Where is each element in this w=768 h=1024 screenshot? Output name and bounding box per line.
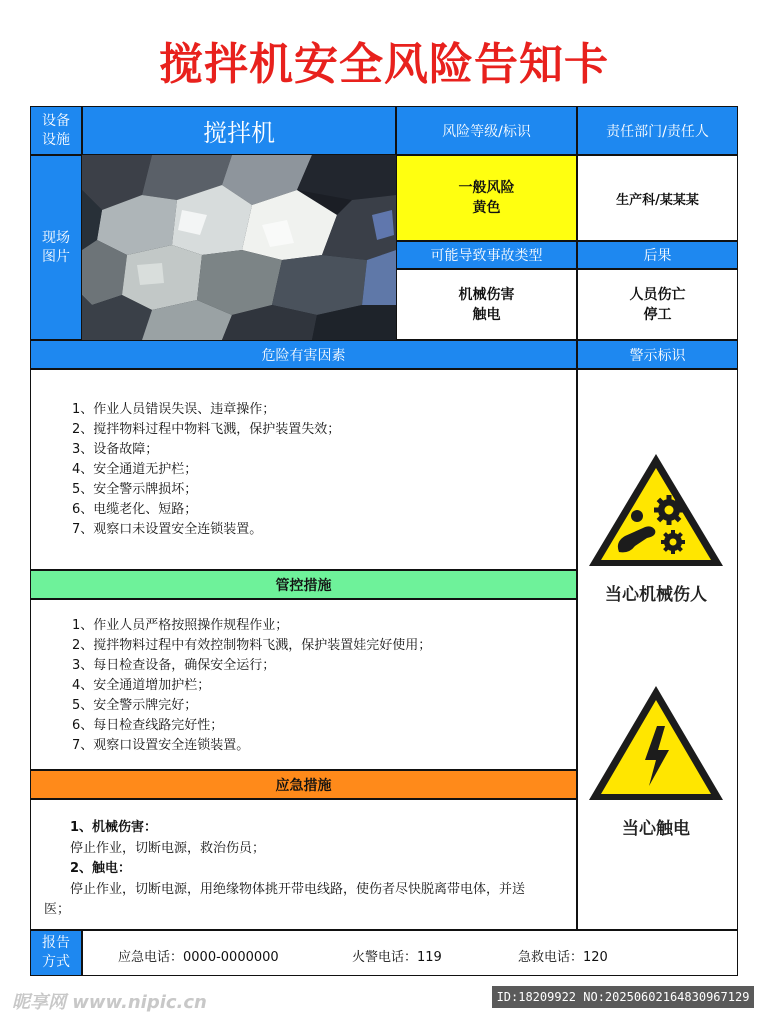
hazard-item: 1、作业人员错误失误、违章操作； — [72, 402, 276, 417]
risk-level-cell — [396, 155, 577, 241]
equipment-label — [30, 106, 82, 155]
emergency-list — [44, 818, 525, 921]
hazard-item: 7、观察口未设置安全连锁装置。 — [72, 522, 263, 537]
mechanical-injury-sign-label: 当心机械伤人 — [605, 585, 707, 605]
hazard-item: 5、安全警示牌损坏； — [72, 482, 198, 497]
accident-type-item: 触电 — [472, 306, 501, 323]
risk-level-text: 一般风险 — [458, 180, 515, 196]
site-photo-image — [82, 155, 396, 340]
site-photo-label-line1: 现场 — [42, 229, 70, 246]
emergency-phone: 应急电话：0000-0000000 — [118, 950, 279, 965]
electric-shock-sign-label: 当心触电 — [622, 819, 690, 839]
hazard-item: 6、电缆老化、短路； — [72, 502, 198, 517]
hazards-header-text: 危险有害因素 — [261, 347, 346, 364]
control-item: 3、每日检查设备，确保安全运行； — [72, 658, 276, 673]
accident-type-item: 机械伤害 — [458, 286, 515, 303]
emergency-header — [30, 770, 577, 799]
controls-header-text: 管控措施 — [275, 577, 332, 594]
report-label-line2: 方式 — [42, 954, 70, 970]
electric-shock-warning-icon — [585, 682, 727, 804]
equipment-label-line2: 设施 — [42, 131, 70, 148]
control-item: 7、观察口设置安全连锁装置。 — [72, 738, 250, 753]
fire-phone: 火警电话：119 — [352, 950, 442, 965]
emergency-header-text: 应急措施 — [275, 777, 332, 794]
control-item: 5、安全警示牌完好； — [72, 698, 198, 713]
hazard-item: 3、设备故障； — [72, 442, 159, 457]
report-label — [30, 930, 82, 976]
emergency-item-title: 1、机械伤害： — [70, 820, 158, 835]
hazards-header — [30, 340, 577, 369]
site-photo-label — [30, 155, 82, 340]
hazard-item: 2、搅拌物料过程中物料飞溅，保护装置失效； — [72, 422, 341, 437]
hazard-item: 4、安全通道无护栏； — [72, 462, 198, 477]
mechanical-injury-sign — [585, 450, 727, 574]
consequences-header — [577, 241, 738, 269]
hazards-list — [72, 400, 340, 540]
site-watermark: 昵享网 www.nipic.cn — [12, 992, 207, 1013]
controls-list — [72, 616, 431, 756]
consequence-item: 停工 — [643, 306, 672, 323]
emergency-item-text-cont: 医； — [44, 902, 71, 917]
consequences-header-text: 后果 — [643, 248, 672, 264]
electric-shock-sign — [585, 682, 727, 808]
risk-level-header-text: 风险等级/标识 — [442, 123, 531, 140]
mechanical-injury-warning-icon — [585, 450, 727, 570]
ambulance-phone: 急救电话：120 — [518, 950, 608, 965]
control-item: 1、作业人员严格按照操作规程作业； — [72, 618, 289, 633]
responsibility-cell — [577, 155, 738, 241]
control-item: 4、安全通道增加护栏； — [72, 678, 211, 693]
accident-types-header-text: 可能导致事故类型 — [430, 248, 543, 264]
responsibility-header-text: 责任部门/责任人 — [606, 123, 709, 140]
image-id-watermark: ID:18209922 NO:20250602164830967129 — [492, 986, 754, 1008]
warning-signs-header-text: 警示标识 — [629, 347, 686, 364]
accident-types-cell — [396, 269, 577, 340]
site-photo — [82, 155, 396, 340]
emergency-item-text: 停止作业，切断电源，救治伤员； — [70, 840, 266, 856]
consequence-item: 人员伤亡 — [629, 286, 686, 303]
equipment-name-text: 搅拌机 — [203, 119, 275, 147]
risk-color-text: 黄色 — [472, 200, 501, 216]
consequences-cell — [577, 269, 738, 340]
control-item: 2、搅拌物料过程中有效控制物料飞溅，保护装置娃完好使用； — [72, 638, 432, 653]
page-title: 搅拌机安全风险告知卡 — [159, 39, 609, 90]
control-item: 6、每日检查线路完好性； — [72, 718, 224, 733]
site-photo-label-line2: 图片 — [42, 248, 70, 265]
emergency-item-title: 2、触电： — [70, 861, 132, 876]
warning-signs-header — [577, 340, 738, 369]
report-label-line1: 报告 — [42, 935, 70, 951]
responsibility-header — [577, 106, 738, 155]
accident-types-header — [396, 241, 577, 269]
equipment-name — [82, 106, 396, 155]
risk-level-header — [396, 106, 577, 155]
controls-header — [30, 570, 577, 599]
emergency-item-text: 停止作业，切断电源，用绝缘物体挑开带电线路，使伤者尽快脱离带电体，并送 — [70, 881, 526, 897]
equipment-label-line1: 设备 — [42, 112, 70, 129]
responsibility-text: 生产科/某某某 — [616, 192, 699, 208]
